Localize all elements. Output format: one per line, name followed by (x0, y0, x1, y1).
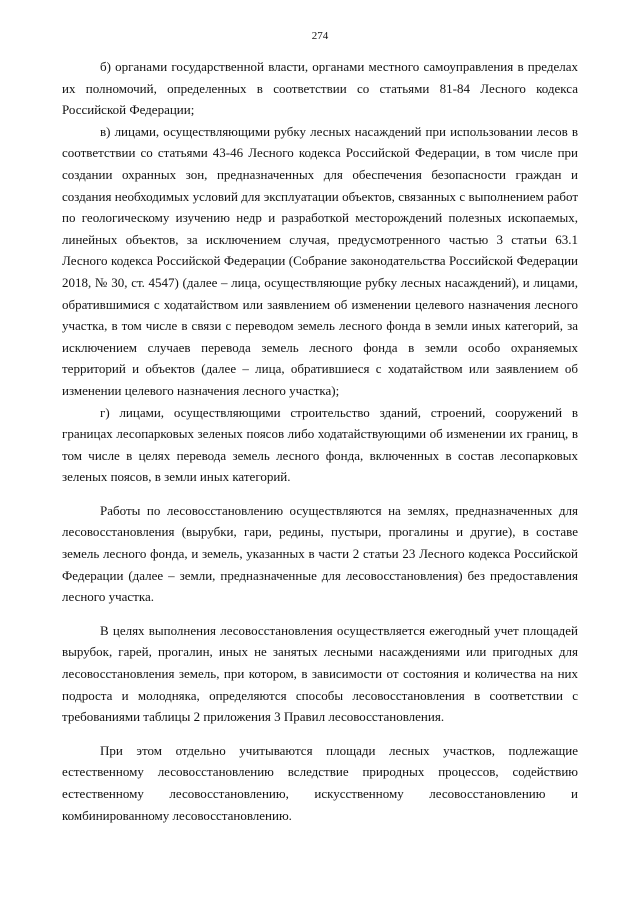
page-number: 274 (311, 30, 329, 42)
paragraph-v: в) лицами, осуществляющими рубку лесных насаждений при использовании лесов в соответствии со статьями 43-46 Лесного кодекса Российской Федерации, в том числе при создании охранных зон, предназначенных для обеспечения безопасности граждан и создания необходимых условий для эксплуатации объектов, связанных с выполнением работ по геологическому изучению недр и разработкой месторождений полезных ископаемых, линейных объектов, за исключением случая, предусмотренного частью 3 статьи 63.1 Лесного кодекса Российской Федерации (Собрание законодательства Российской Федерации 2018, № 30, ст. 4547) (далее – лица, осуществляющие рубку лесных насаждений), и лицами, обратившимися с ходатайством или заявлением об изменении целевого назначения лесного участка, в том числе в связи с переводом земель лесного фонда в земли иных категорий, за исключением случаев перевода земель лесного фонда в земли особо охраняемых территорий и объектов (далее – лица, обратившиеся с ходатайством или заявлением об изменении целевого назначения лесного участка); (62, 123, 578, 398)
paragraph-g: г) лицами, осуществляющими строительство зданий, строений, сооружений в границах лесопарковых зеленых поясов либо ходатайствующими об изменении их границ, в том числе в целях перевода земель лесного фонда, включенных в состав лесопарковых зеленых поясов, в земли иных категорий. (62, 404, 578, 485)
paragraph-reforestation-works: Работы по лесовосстановлению осуществляются на землях, предназначенных для лесовосстановления (вырубки, гари, редины, пустыри, прогалины и другие), в составе земель лесного фонда, и земель, указанных в части 2 статьи 23 Лесного кодекса Российской Федерации (далее – земли, предназначенные для лесовосстановления) без предоставления лесного участка. (62, 502, 578, 605)
document-body (62, 56, 578, 826)
paragraph-separate-accounting: При этом отдельно учитываются площади лесных участков, подлежащие естественному лесовосстановлению вследствие природных процессов, содействию естественному лесовосстановлению, искусственному лесовосстановлению и комбинированному лесовосстановлению. (62, 742, 578, 823)
paragraph-annual-accounting: В целях выполнения лесовосстановления осуществляется ежегодный учет площадей вырубок, гарей, прогалин, иных не занятых лесными насаждениями или пригодных для лесовосстановления земель, при котором, в зависимости от состояния и количества на них подроста и молодняка, определяются способы лесовосстановления в соответствии с требованиями таблицы 2 приложения 3 Правил лесовосстановления. (62, 622, 578, 725)
paragraph-b: б) органами государственной власти, органами местного самоуправления в пределах их полномочий, определенных в соответствии со статьями 81-84 Лесного кодекса Российской Федерации; (62, 59, 578, 118)
